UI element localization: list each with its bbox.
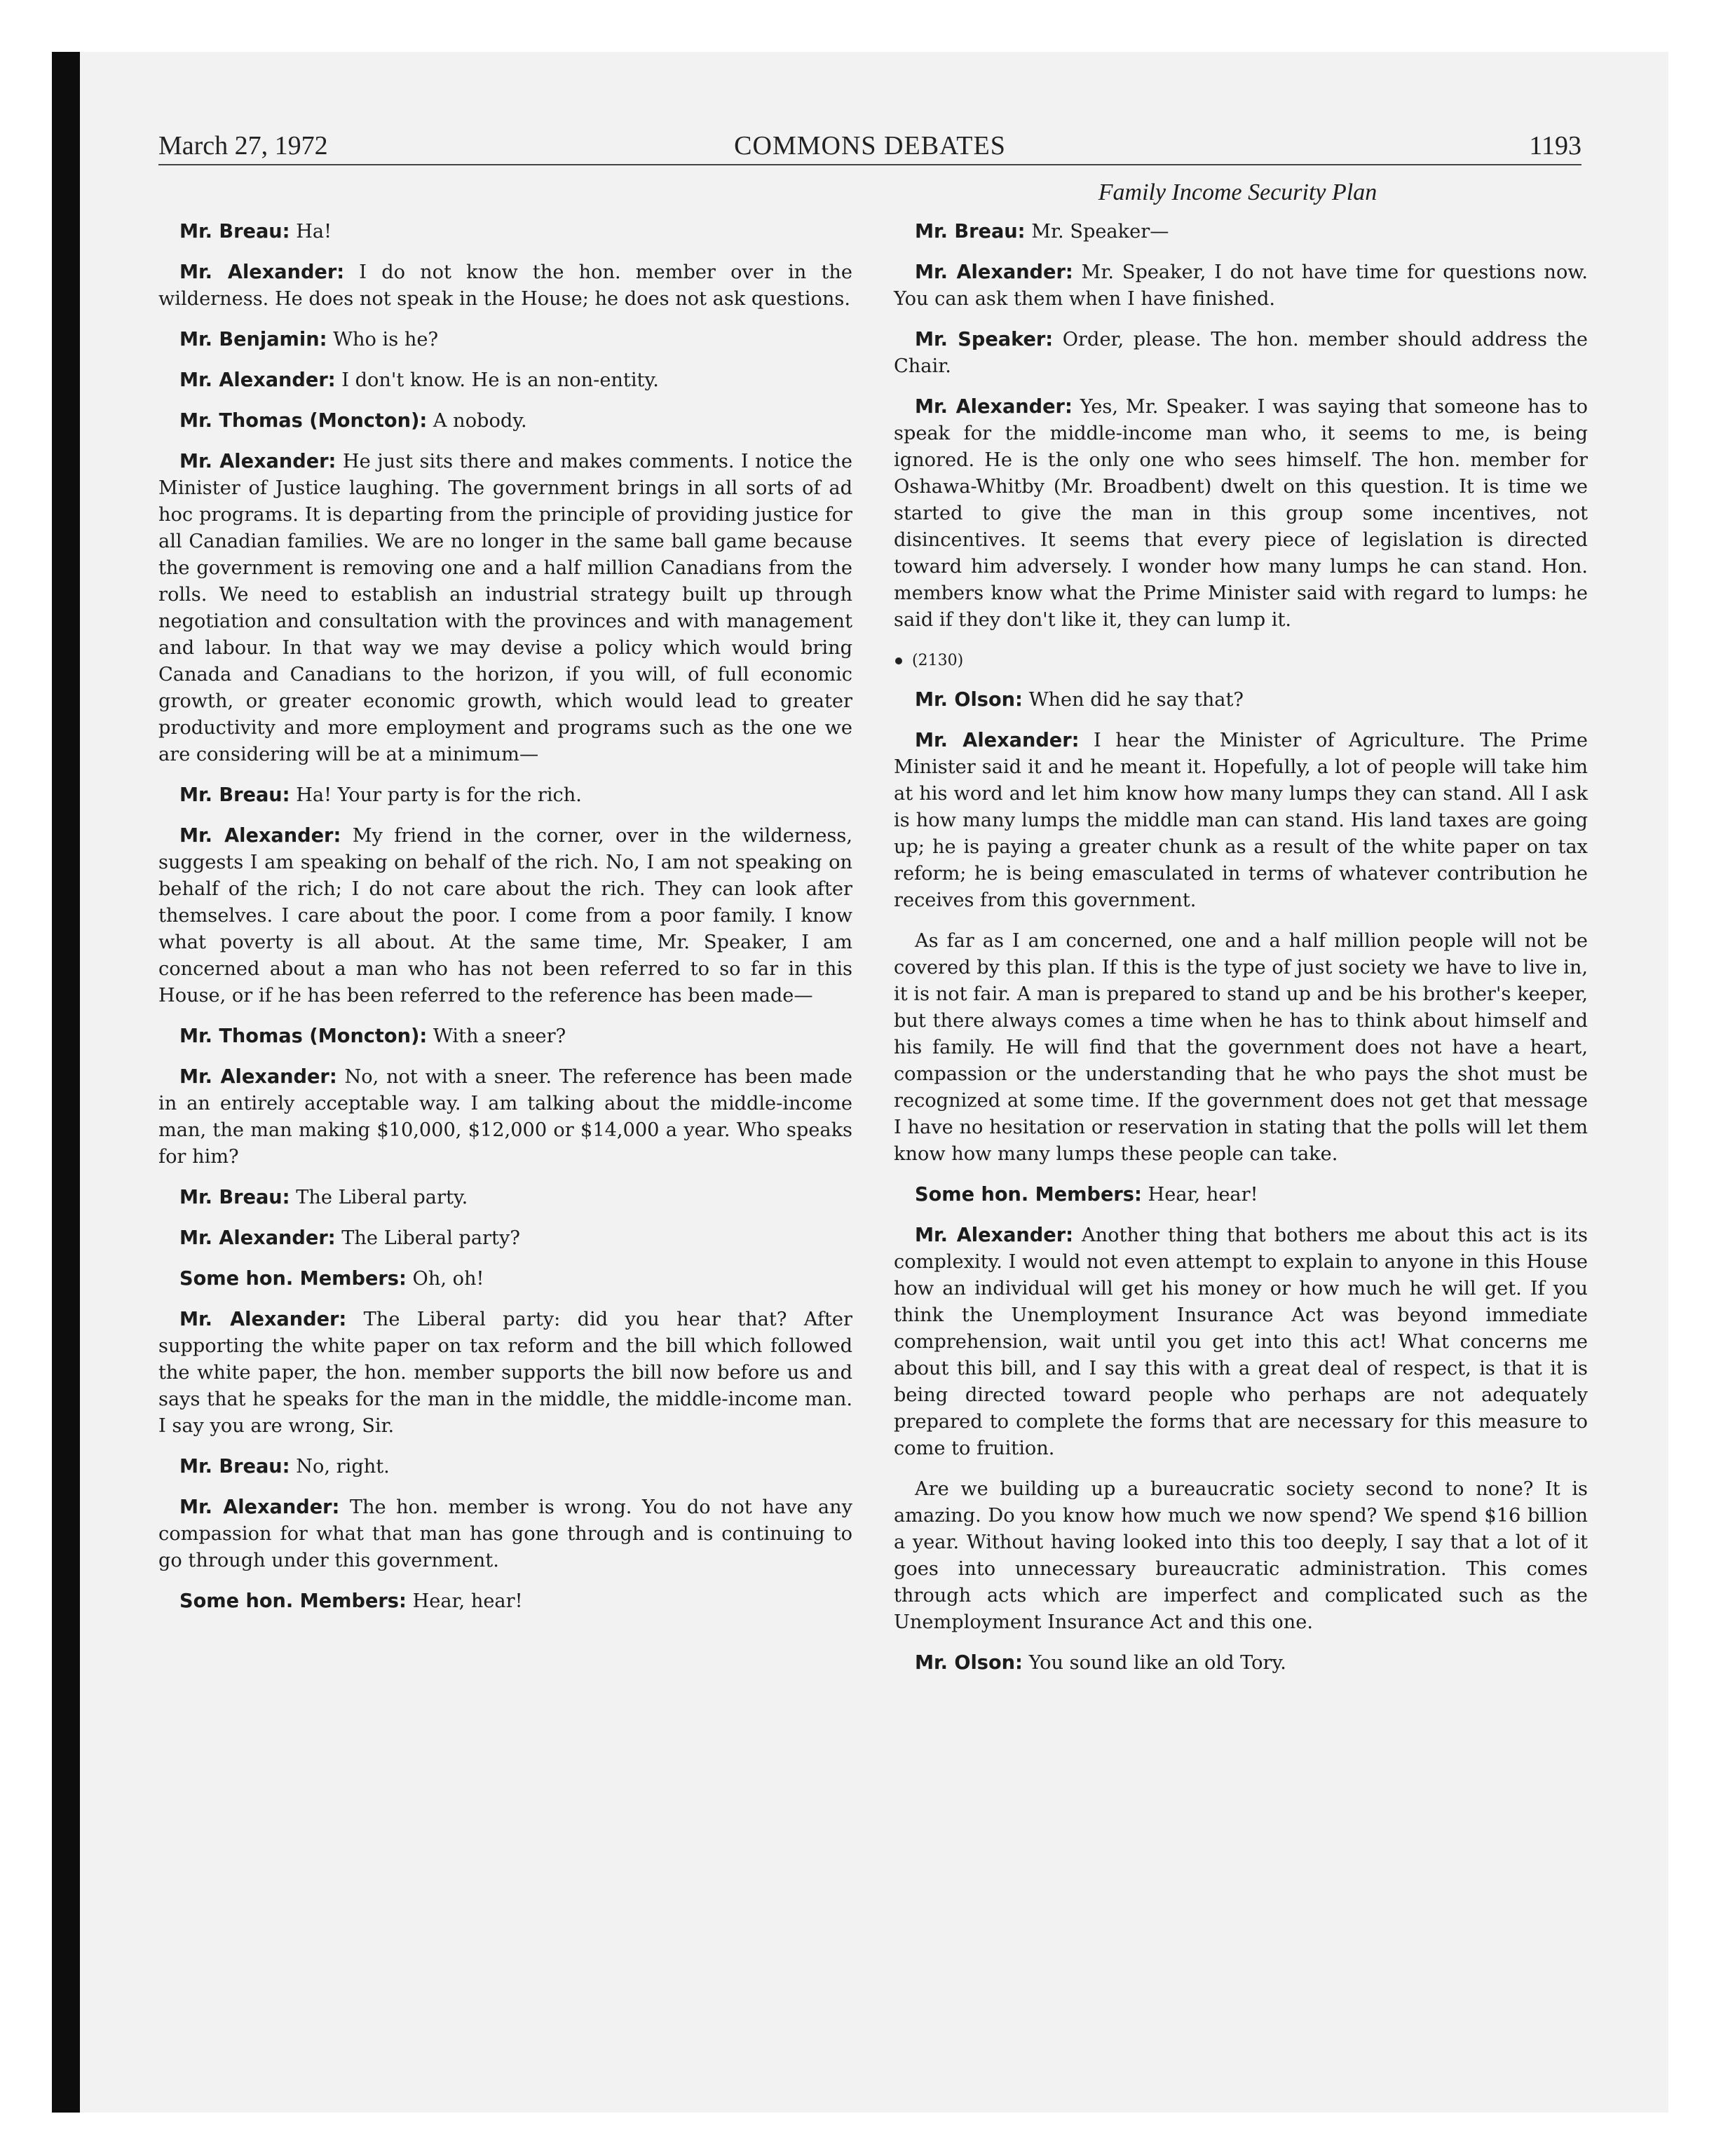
speaker-name: Mr. Alexander: xyxy=(915,261,1073,283)
speaker-name: Mr. Alexander: xyxy=(915,1224,1073,1246)
speech-text: Who is he? xyxy=(333,329,439,350)
speaker-name: Some hon. Members: xyxy=(179,1268,407,1290)
speech-text: Oh, oh! xyxy=(412,1268,484,1290)
page-number: 1193 xyxy=(1529,131,1581,161)
speaker-name: Some hon. Members: xyxy=(179,1590,407,1612)
speaker-name: Mr. Breau: xyxy=(179,221,290,243)
speech-paragraph xyxy=(158,259,852,313)
speech-paragraph xyxy=(158,1306,852,1440)
speech-text: Ha! xyxy=(296,221,332,243)
page-header xyxy=(158,130,1581,165)
speech-text: No, right. xyxy=(296,1456,390,1478)
speaker-name: Mr. Breau: xyxy=(915,221,1026,243)
speech-paragraph xyxy=(158,1266,852,1292)
speaker-name: Mr. Alexander: xyxy=(179,825,341,847)
speaker-name: Mr. Thomas (Moncton): xyxy=(179,410,428,432)
speech-paragraph xyxy=(158,1064,852,1171)
time-marker xyxy=(894,648,1588,674)
bullet-icon xyxy=(895,657,902,664)
speech-paragraph xyxy=(158,782,852,809)
speech-paragraph xyxy=(894,728,1588,914)
speech-text: Hear, hear! xyxy=(1148,1184,1258,1206)
speech-text: Mr. Speaker, I do not have time for questions now. You can ask them when I have finished. xyxy=(894,261,1588,310)
speech-text: Yes, Mr. Speaker. I was saying that someone has to speak for the middle-income man who, it seems to me, is being ignored. He is the only one who sees himself. The hon. member for Oshawa-Whitby (Mr. Broadbent) dwelt on this question. It is time we started to give the man in this group some incentives, not disincentives. It seems that every piece of legislation is directed toward him adversely. I wonder how many lumps he can stand. Hon. members know what the Prime Minister said with regard to lumps: he said if they don't like it, they can lump it. xyxy=(894,396,1588,631)
speaker-name: Mr. Thomas (Moncton): xyxy=(179,1025,428,1047)
speaker-name: Mr. Alexander: xyxy=(179,1309,347,1330)
speech-paragraph xyxy=(894,259,1588,313)
speaker-name: Mr. Alexander: xyxy=(179,369,336,391)
speech-paragraph xyxy=(894,1182,1588,1208)
speech-paragraph xyxy=(894,928,1588,1168)
speaker-name: Mr. Alexander: xyxy=(179,451,336,472)
speaker-name: Mr. Alexander: xyxy=(179,261,345,283)
header-rule xyxy=(158,164,1581,165)
speech-text: I don't know. He is an non-entity. xyxy=(341,369,659,391)
speaker-name: Mr. Speaker: xyxy=(915,329,1054,350)
speech-paragraph xyxy=(158,1454,852,1480)
speech-text: The Liberal party: did you hear that? After supporting the white paper on tax reform and the bill which followed the white paper, the hon. member supports the bill now before us and says that he speaks for the man in the middle, the middle-income man. I say you are wrong, Sir. xyxy=(158,1309,852,1437)
speaker-name: Mr. Alexander: xyxy=(179,1066,337,1088)
speech-text: When did he say that? xyxy=(1028,689,1244,711)
speech-paragraph xyxy=(158,219,852,245)
speech-paragraph xyxy=(894,219,1588,245)
speaker-name: Mr. Alexander: xyxy=(179,1496,340,1518)
speaker-name: Mr. Breau: xyxy=(179,1456,290,1478)
left-column xyxy=(158,219,852,1629)
speech-paragraph xyxy=(158,367,852,394)
scan-edge xyxy=(52,52,80,2113)
speech-text: I do not know the hon. member over in the wilderness. He does not speak in the House; he does not ask questions. xyxy=(158,261,852,310)
speech-paragraph xyxy=(158,1588,852,1615)
time-marker-text: (2130) xyxy=(912,652,964,669)
right-column xyxy=(894,219,1588,1691)
speaker-name: Mr. Olson: xyxy=(915,1652,1023,1674)
speaker-name: Mr. Benjamin: xyxy=(179,329,327,350)
speech-text: No, not with a sneer. The reference has been made in an entirely acceptable way. I am talking about the middle-income man, the man making $10,000, $12,000 or $14,000 a year. Who speaks for him? xyxy=(158,1066,852,1168)
speech-paragraph xyxy=(158,823,852,1009)
speech-text: The Liberal party. xyxy=(296,1187,468,1208)
speech-paragraph xyxy=(158,1023,852,1050)
speech-text: Are we building up a bureaucratic society second to none? It is amazing. Do you know how much we now spend? We spend $16 billion a year. Without having looked into this too deeply, I say that a lot of it goes into unnecessary bureaucratic administration. This comes through acts which are imperfect and complicated such as the Unemployment Insurance Act and this one. xyxy=(894,1478,1588,1633)
speech-paragraph xyxy=(158,1494,852,1574)
speech-text: My friend in the corner, over in the wilderness, suggests I am speaking on behalf of the rich. No, I am not speaking on behalf of the rich; I do not care about the rich. They can look after themselves. I care about the poor. I come from a poor family. I know what poverty is all about. At the same time, Mr. Speaker, I am concerned about a man who has not been referred to so far in this House, or if he has been referred to the reference has been made— xyxy=(158,825,852,1007)
speech-text: I hear the Minister of Agriculture. The Prime Minister said it and he meant it. Hopefully, a lot of people will take him at his word and let him know how many lumps they can stand. All I ask is how many lumps the middle man can stand. His land taxes are going up; he is paying a greater chunk as a result of the white paper on tax reform; he is being emasculated in terms of whatever contribution he receives from this government. xyxy=(894,730,1588,911)
section-subheading: Family Income Security Plan xyxy=(1098,179,1377,205)
header-title: COMMONS DEBATES xyxy=(734,131,1006,161)
speech-paragraph xyxy=(894,1476,1588,1636)
speech-text: Another thing that bothers me about this act is its complexity. I would not even attempt to explain to anyone in this House how an individual will get his money or how much he will get. If you think the Unemployment Insurance Act was beyond immediate comprehension, wait until you get into this act! What concerns me about this bill, and I say this with a great deal of respect, is that it is being directed toward people who perhaps are not adequately prepared to complete the forms that are necessary for this measure to come to fruition. xyxy=(894,1224,1588,1459)
speaker-name: Mr. Breau: xyxy=(179,1187,290,1208)
speech-text: You sound like an old Tory. xyxy=(1028,1652,1286,1674)
header-date: March 27, 1972 xyxy=(158,131,328,161)
speech-paragraph xyxy=(894,1222,1588,1462)
speech-text: Hear, hear! xyxy=(412,1590,523,1612)
speech-text: The Liberal party? xyxy=(341,1227,520,1249)
speech-paragraph xyxy=(158,1185,852,1211)
speaker-name: Mr. Olson: xyxy=(915,689,1023,711)
speech-paragraph xyxy=(894,394,1588,634)
speaker-name: Mr. Alexander: xyxy=(915,730,1080,751)
speaker-name: Some hon. Members: xyxy=(915,1184,1142,1206)
speech-paragraph xyxy=(894,327,1588,380)
speech-paragraph xyxy=(158,449,852,768)
speech-text: A nobody. xyxy=(433,410,527,432)
speaker-name: Mr. Breau: xyxy=(179,784,290,806)
speech-text: Order, please. The hon. member should address the Chair. xyxy=(894,329,1588,377)
speech-paragraph xyxy=(894,687,1588,714)
speech-text: Mr. Speaker— xyxy=(1031,221,1169,243)
speech-paragraph xyxy=(158,1225,852,1252)
speech-text: The hon. member is wrong. You do not have any compassion for what that man has gone through and is continuing to go through under this government. xyxy=(158,1496,852,1571)
speech-paragraph xyxy=(158,327,852,353)
speech-text: With a sneer? xyxy=(433,1025,566,1047)
speech-paragraph xyxy=(158,408,852,435)
speech-text: He just sits there and makes comments. I notice the Minister of Justice laughing. The government brings in all sorts of ad hoc programs. It is departing from the principle of providing justice for all Canadian families. We are no longer in the same ball game because the government is removing one and a half million Canadians from the rolls. We need to establish an industrial strategy built up through negotiation and consultation with the provinces and with management and labour. In that way we may devise a policy which would bring Canada and Canadians to the horizon, if you will, of full economic growth, or greater economic growth, which would lead to greater productivity and more employment and programs such as the one we are considering will be at a minimum— xyxy=(158,451,852,765)
speaker-name: Mr. Alexander: xyxy=(915,396,1073,418)
speech-text: As far as I am concerned, one and a half million people will not be covered by this plan. If this is the type of just society we have to live in, it is not fair. A man is prepared to stand up and be his brother's keeper, but there always comes a time when he has to think about himself and his family. He will find that the government does not have a heart, compassion or the understanding that he who pays the shot must be recognized at some time. If the government does not get that message I have no hesitation or reservation in stating that the polls will let them know how many lumps these people can take. xyxy=(894,930,1588,1165)
speaker-name: Mr. Alexander: xyxy=(179,1227,336,1249)
speech-text: Ha! Your party is for the rich. xyxy=(296,784,582,806)
speech-paragraph xyxy=(894,1650,1588,1677)
